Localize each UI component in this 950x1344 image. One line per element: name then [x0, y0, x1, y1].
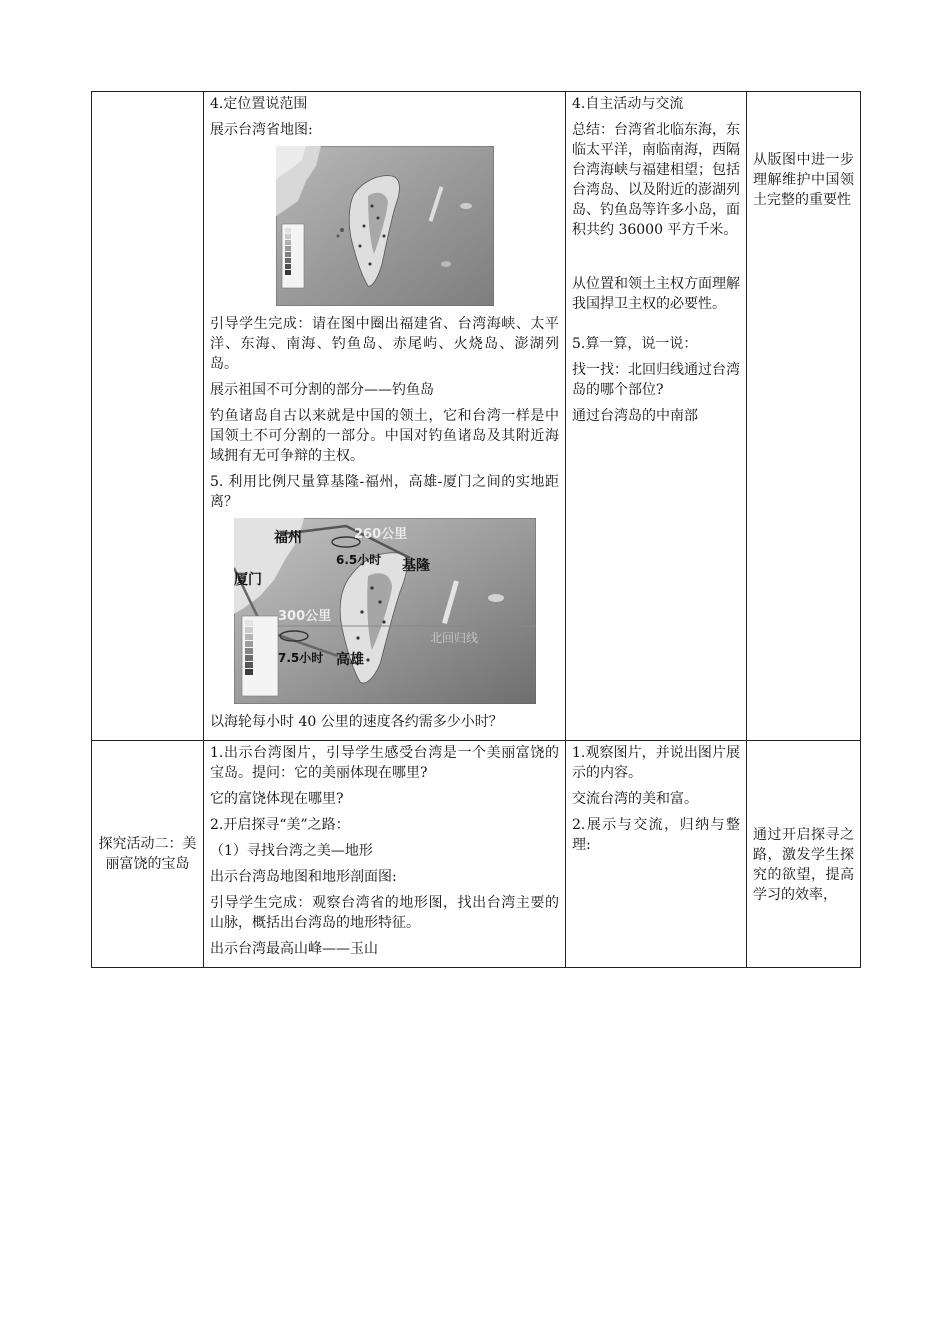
teacher-text: 1.出示台湾图片，引导学生感受台湾是一个美丽富饶的宝岛。提问：它的美丽体现在哪里?	[210, 745, 559, 781]
map-label-fuzhou: 福州	[273, 530, 302, 546]
teacher-text: 它的富饶体现在哪里?	[210, 791, 344, 807]
activity-cell: 探究活动二：美丽富饶的宝岛	[92, 741, 204, 968]
teacher-text: 展示祖国不可分割的部分——钓鱼岛	[210, 382, 434, 398]
map-label-xiamen: 厦门	[233, 572, 262, 588]
student-text: 从位置和领土主权方面理解我国捍卫主权的必要性。	[572, 276, 740, 312]
student-activity-cell	[566, 92, 747, 741]
teacher-text: 引导学生完成：请在图中圈出福建省、台湾海峡、太平洋、东海、南海、钓鱼岛、赤尾屿、火烧岛、澎湖列岛。	[210, 316, 559, 372]
map-label-tropic-of-cancer: 北回归线	[429, 631, 478, 645]
teacher-text: 引导学生完成：观察台湾省的地形图，找出台湾主要的山脉，概括出台湾岛的地形特征。	[210, 895, 559, 931]
teacher-activity-cell	[204, 741, 566, 968]
design-intent-text: 从版图中进一步理解维护中国领土完整的重要性	[753, 152, 854, 208]
student-text: 通过台湾岛的中南部	[572, 408, 698, 424]
teacher-step-heading: 5. 利用比例尺量算基隆-福州，高雄-厦门之间的实地距离？	[210, 474, 559, 510]
teacher-text: 钓鱼诸岛自古以来就是中国的领土，它和台湾一样是中国领土不可分割的一部分。中国对钓鱼诸岛及其附近海域拥有无可争辩的主权。	[210, 408, 559, 464]
teacher-text: （1）寻找台湾之美—地形	[210, 843, 373, 859]
map-label-kaohsiung: 高雄	[335, 652, 364, 668]
design-intent-text: 通过开启探寻之路，激发学生探究的欲望，提高学习的效率，	[753, 827, 854, 903]
lesson-plan-table	[91, 91, 861, 968]
student-step-heading: 5.算一算，说一说：	[572, 336, 698, 352]
map-label-distance-south: 300公里	[277, 609, 331, 624]
design-intent-cell	[747, 741, 861, 968]
teacher-text: 出示台湾岛地图和地形剖面图:	[210, 869, 397, 885]
teacher-text: 以海轮每小时 40 公里的速度各约需多少小时？	[210, 714, 503, 730]
student-step-heading: 4.自主活动与交流	[572, 96, 684, 112]
teacher-text: 出示台湾最高山峰——玉山	[210, 941, 378, 957]
design-intent-cell	[747, 92, 861, 741]
teacher-text: 展示台湾省地图:	[210, 122, 313, 138]
map-label-distance-north: 260公里	[353, 527, 407, 542]
student-step-heading: 1.观察图片，并说出图片展示的内容。	[572, 745, 740, 781]
taiwan-map-image	[276, 146, 494, 306]
teacher-activity-cell	[204, 92, 566, 741]
map-label-time-north: 6.5小时	[335, 553, 381, 567]
table-row	[92, 741, 861, 968]
student-activity-cell	[566, 741, 747, 968]
teacher-step-heading: 2.开启探寻“美”之路：	[210, 817, 350, 833]
student-text: 找一找：北回归线通过台湾岛的哪个部位?	[572, 362, 740, 398]
map-label-time-south: 7.5小时	[277, 651, 323, 665]
teacher-step-heading: 4.定位置说范围	[210, 96, 308, 112]
student-step-heading: 2.展示与交流，归纳与整理:	[572, 817, 740, 853]
taiwan-distance-map-image	[234, 518, 536, 704]
table-row	[92, 92, 861, 741]
map-label-keelung: 基隆	[401, 558, 430, 574]
activity-cell	[92, 92, 204, 741]
student-text: 交流台湾的美和富。	[572, 791, 698, 807]
student-text: 总结：台湾省北临东海，东临太平洋，南临南海，西隔台湾海峡与福建相望；包括台湾岛、以及附近的澎湖列岛、钓鱼岛等许多小岛，面积共约 36000 平方千米。	[572, 122, 740, 238]
